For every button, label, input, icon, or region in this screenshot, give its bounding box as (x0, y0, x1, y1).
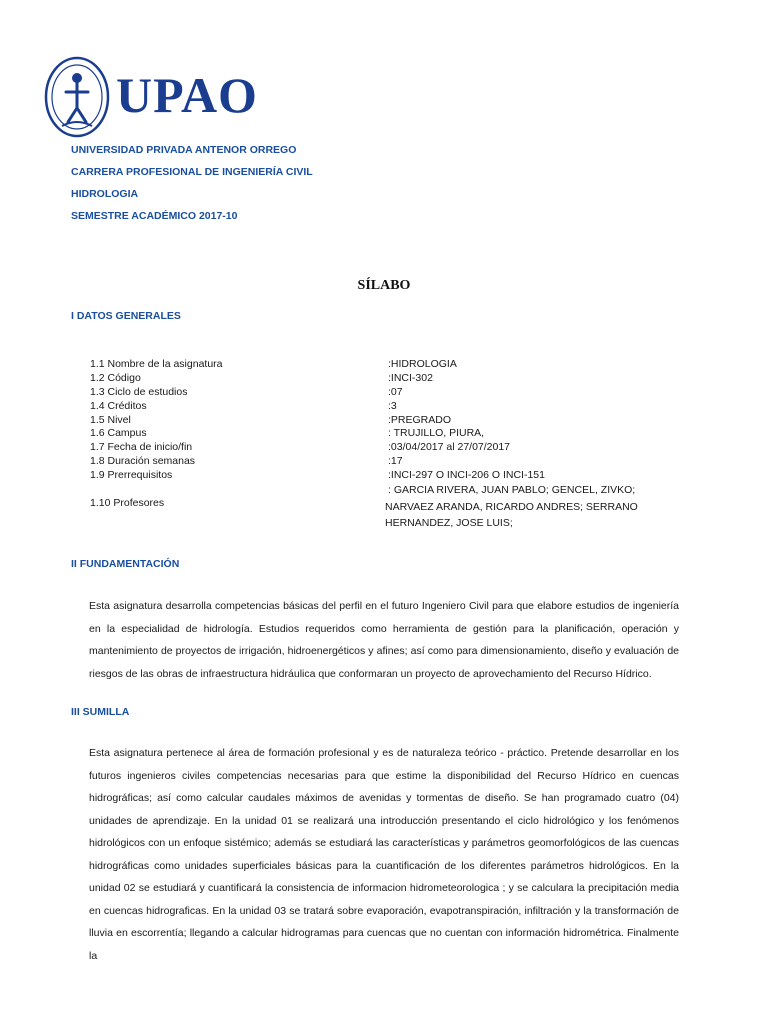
professors-list (385, 482, 638, 532)
data-label: 1.8 Duración semanas (90, 455, 196, 467)
section-heading-foundation: II FUNDAMENTACIÓN (71, 558, 180, 570)
data-label: 1.2 Código (90, 372, 141, 384)
data-label: 1.7 Fecha de inicio/fin (90, 441, 193, 453)
data-row (90, 386, 690, 400)
professors-line: HERNANDEZ, JOSE LUIS; (385, 517, 513, 529)
course-name: HIDROLOGIA (71, 188, 139, 200)
university-logo (44, 56, 258, 140)
data-value: : TRUJILLO, PIURA, (388, 427, 485, 439)
career-name: CARRERA PROFESIONAL DE INGENIERÍA CIVIL (71, 166, 313, 178)
data-row (90, 455, 690, 469)
professors-line: NARVAEZ ARANDA, RICARDO ANDRES; SERRANO (385, 500, 638, 513)
section-heading-general: I DATOS GENERALES (71, 310, 181, 322)
data-row (90, 441, 690, 455)
professors-line: : GARCIA RIVERA, JUAN PABLO; GENCEL, ZIVKO; (388, 484, 636, 496)
semester: SEMESTRE ACADÉMICO 2017-10 (71, 210, 238, 222)
university-name: UNIVERSIDAD PRIVADA ANTENOR ORREGO (71, 144, 297, 156)
data-value: :INCI-297 O INCI-206 O INCI-151 (388, 469, 545, 481)
section-heading-summary: III SUMILLA (71, 706, 130, 718)
data-row (90, 427, 690, 441)
upao-wordmark: UPAO (116, 67, 258, 123)
data-row (90, 400, 690, 414)
document-title: SÍLABO (357, 278, 411, 293)
data-value: :07 (388, 386, 403, 398)
professors-label: 1.10 Profesores (90, 497, 165, 509)
foundation-paragraph: Esta asignatura desarrolla competencias básicas del perfil en el futuro Ingeniero Civil para que elabore estudios de ingeniería en la especialidad de hidrología. Estudios requeridos como herramienta de gestión para la planificación, operación y mantenimiento de proyectos de irrigación, hidroenergéticos y afines; así como para dimensionamiento, diseño y evaluación de riesgos de las obras de infraestructura hidráulica que conformaran un proyecto de aprovechamiento del Recurso Hídrico. (89, 600, 679, 680)
data-row (90, 414, 690, 428)
summary-paragraph: Esta asignatura pertenece al área de formación profesional y es de naturaleza teórico - práctico. Pretende desarrollar en los futuros ingenieros civiles competencias necesarias para que estime la disponibilidad del Recurso Hídrico en cuencas hidrográficas; así como calcular caudales máximos de avenidas y tormentas de diseño. Se han programado cuatro (04) unidades de aprendizaje. En la unidad 01 se realizará una introducción presentando el ciclo hidrológico y los fenómenos hidrológicos con un enfoque sistémico; además se estudiará las características y parámetros geomorfológicos de las cuencas hidrográficas como unidades superficiales básicas para la cuantificación de los diferentes parámetros hidrológicos. En la unidad 02 se estudiará y cuantificará la consistencia de informacion hidrometeorologica ; y se calculara la precipitación media en cuencas hidrograficas. En la unidad 03 se tratará sobre evaporación, evapotranspiración, infiltración y la transformación de lluvia en escorrentía; llegando a calcular hidrogramas para cuencas que no cuentan con información hidrométrica. Finalmente la (89, 747, 679, 962)
data-row (90, 358, 690, 372)
data-value: :PREGRADO (388, 414, 452, 426)
data-label: 1.9 Prerrequisitos (90, 469, 173, 481)
data-row (90, 372, 690, 386)
data-value: :3 (388, 400, 397, 412)
data-label: 1.6 Campus (90, 427, 147, 439)
university-seal-icon (44, 56, 110, 138)
data-value: :INCI-302 (388, 372, 433, 384)
data-label: 1.5 Nivel (90, 414, 131, 426)
data-value: :HIDROLOGIA (388, 358, 457, 370)
data-label: 1.4 Créditos (90, 400, 147, 412)
data-value: :03/04/2017 al 27/07/2017 (388, 441, 511, 453)
data-label: 1.3 Ciclo de estudios (90, 386, 188, 398)
data-value: :17 (388, 455, 403, 467)
data-row (90, 469, 690, 483)
data-label: 1.1 Nombre de la asignatura (90, 358, 223, 370)
